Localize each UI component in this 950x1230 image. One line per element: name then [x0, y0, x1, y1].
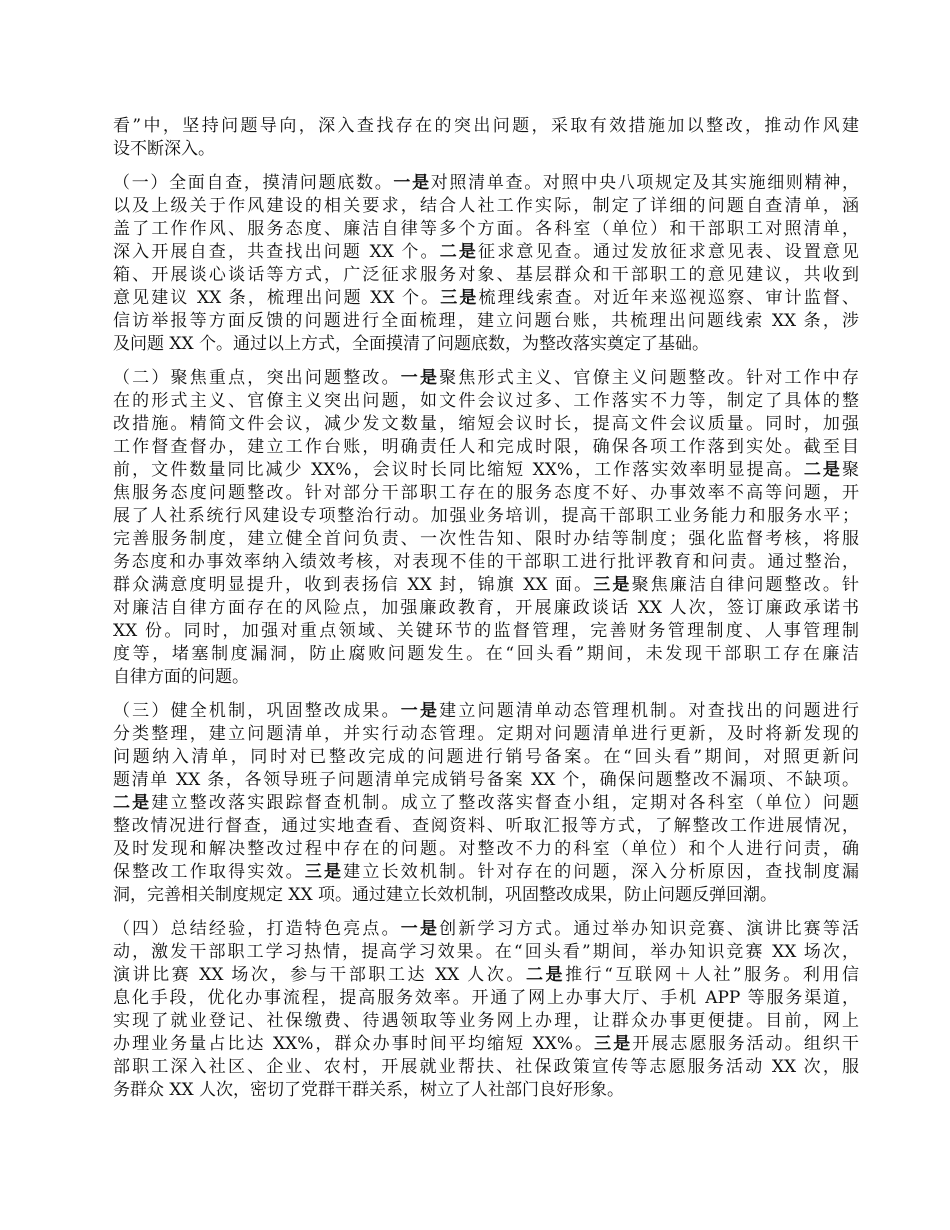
text-segment: 在的形式主义、官僚主义突出问题，如文件会议过多、工作落实不力等，制定了具体的整	[113, 391, 859, 411]
bold-keyword: 二是	[439, 242, 479, 262]
text-line	[113, 367, 859, 390]
text-segment: 设不断深入。	[113, 139, 215, 159]
text-line	[113, 666, 859, 689]
paragraph	[113, 918, 859, 1102]
text-segment: 意见建议 XX 条，梳理出问题 XX 个。	[113, 288, 441, 308]
text-line	[113, 333, 859, 356]
text-segment: 群众满意度明显提升，收到表扬信 XX 封，锦旗 XX 面。	[113, 575, 594, 595]
text-segment: 前，文件数量同比减少 XX%，会议时长同比缩短 XX%，工作落实效率明显提高。	[113, 460, 804, 480]
text-line	[113, 700, 859, 723]
text-line	[113, 861, 859, 884]
text-segment: 息化手段，优化办事流程，提高服务效率。开通了网上办事大厅、手机 APP 等服务渠道，	[113, 988, 859, 1008]
text-segment: 动，激发干部职工学习热情，提高学习效果。在“回头看”期间，举办知识竞赛 XX 场次，	[113, 942, 859, 962]
text-segment: 聚焦廉洁自律问题整改。针	[631, 575, 860, 595]
bold-keyword: 三是	[593, 575, 632, 595]
text-line	[113, 620, 859, 643]
text-segment: 问题纳入清单，同时对已整改完成的问题进行销号备案。在“回头看”期间，对照更新问	[113, 747, 859, 767]
bold-keyword: 三是	[304, 862, 344, 882]
text-line	[113, 1033, 859, 1056]
text-line	[113, 838, 859, 861]
text-segment: 办理业务量占比达 XX%，群众办事时间平均缩短 XX%。	[113, 1034, 595, 1054]
text-segment: 自律方面的问题。	[113, 667, 249, 687]
text-segment: 完善服务制度，建立健全首问负责、一次性告知、限时办结等制度；强化监督考核，将服	[113, 529, 859, 549]
text-line	[113, 436, 859, 459]
bold-keyword: 二是	[525, 965, 566, 985]
text-segment: （三）健全机制，巩固整改成果。	[113, 701, 401, 721]
text-line	[113, 769, 859, 792]
bold-keyword: 一是	[400, 368, 440, 388]
text-segment: 务态度和办事效率纳入绩效考核，对表现不佳的干部职工进行批评教育和问责。通过整治，	[113, 552, 859, 572]
text-line	[113, 964, 859, 987]
text-segment: 推行“互联网＋人社”服务。利用信	[565, 965, 859, 985]
text-line	[113, 884, 859, 907]
bold-keyword: 一是	[400, 919, 440, 939]
text-segment: 改措施。精简文件会议，减少发文数量，缩短会议时长，提高文件会议质量。同时，加强	[113, 414, 859, 434]
text-segment: 实现了就业登记、社保缴费、待遇领取等业务网上办理，让群众办事更便捷。目前，网上	[113, 1011, 859, 1031]
text-line	[113, 551, 859, 574]
text-line	[113, 172, 859, 195]
text-segment: 建立长效机制。针对存在的问题，深入分析原因，查找制度漏	[343, 862, 860, 882]
text-segment: 对廉洁自律方面存在的风险点，加强廉政教育，开展廉政谈话 XX 人次，签订廉政承诺书	[113, 598, 859, 618]
text-segment: 梳理线索查。对近年来巡视巡察、审计监督、	[478, 288, 859, 308]
text-line	[113, 390, 859, 413]
text-segment: 洞，完善相关制度规定 XX 项。通过建立长效机制，巩固整改成果，防止问题反弹回潮。	[113, 885, 778, 905]
text-segment: 题清单 XX 条，各领导班子问题清单完成销号备案 XX 个，确保问题整改不漏项、不缺项。	[113, 770, 859, 790]
text-line	[113, 723, 859, 746]
text-line	[113, 505, 859, 528]
paragraph	[113, 367, 859, 689]
text-line	[113, 218, 859, 241]
bold-keyword: 一是	[393, 173, 431, 193]
text-segment: 盖了工作作风、服务态度、廉洁自律等多个方面。各科室（单位）和干部职工对照清单，	[113, 219, 859, 239]
text-line	[113, 792, 859, 815]
text-segment: 演讲比赛 XX 场次，参与干部职工达 XX 人次。	[113, 965, 526, 985]
paragraph	[113, 115, 859, 161]
bold-keyword: 二是	[803, 460, 842, 480]
text-segment: 对照清单查。对照中央八项规定及其实施细则精神，	[430, 173, 860, 193]
text-segment: 征求意见查。通过发放征求意见表、设置意见	[478, 242, 860, 262]
text-segment: 分类整理，建立问题清单，并实行动态管理。定期对问题清单进行更新，及时将新发现的	[113, 724, 859, 744]
text-line	[113, 264, 859, 287]
text-line	[113, 310, 859, 333]
text-line	[113, 1079, 859, 1102]
text-line	[113, 138, 859, 161]
bold-keyword: 三是	[594, 1034, 633, 1054]
text-segment: 聚	[842, 460, 859, 480]
text-line	[113, 941, 859, 964]
bold-keyword: 三是	[440, 288, 479, 308]
text-segment: 保整改工作取得实效。	[113, 862, 305, 882]
text-segment: XX 份。同时，加强对重点领域、关键环节的监督管理，完善财务管理制度、人事管理制	[113, 621, 859, 641]
text-line	[113, 482, 859, 505]
text-segment: 建立整改落实跟踪督查机制。成立了整改落实督查小组，定期对各科室（单位）问题	[151, 793, 860, 813]
text-line	[113, 746, 859, 769]
text-segment: 开展志愿服务活动。组织干	[632, 1034, 859, 1054]
bold-keyword: 一是	[400, 701, 440, 721]
text-line	[113, 987, 859, 1010]
text-line	[113, 413, 859, 436]
paragraph	[113, 172, 859, 356]
text-segment: 信访举报等方面反馈的问题进行全面梳理，建立问题台账，共梳理出问题线索 XX 条，涉	[113, 311, 859, 331]
text-segment: （四）总结经验，打造特色亮点。	[113, 919, 401, 939]
text-segment: 聚焦形式主义、官僚主义问题整改。针对工作中存	[439, 368, 860, 388]
text-line	[113, 287, 859, 310]
text-line	[113, 597, 859, 620]
text-line	[113, 574, 859, 597]
text-segment: 展了人社系统行风建设专项整治行动。加强业务培训，提高干部职工业务能力和服务水平；	[113, 506, 859, 526]
text-segment: （一）全面自查，摸清问题底数。	[113, 173, 394, 193]
text-line	[113, 528, 859, 551]
text-segment: 以及上级关于作风建设的相关要求，结合人社工作实际，制定了详细的问题自查清单，涵	[113, 196, 859, 216]
text-segment: 度等，堵塞制度漏洞，防止腐败问题发生。在“回头看”期间，未发现干部职工存在廉洁	[113, 644, 859, 664]
text-segment: 焦服务态度问题整改。针对部分干部职工存在的服务态度不好、办事效率不高等问题，开	[113, 483, 859, 503]
text-line	[113, 815, 859, 838]
text-segment: 建立问题清单动态管理机制。对查找出的问题进行	[439, 701, 860, 721]
text-line	[113, 195, 859, 218]
text-segment: （二）聚焦重点，突出问题整改。	[113, 368, 401, 388]
text-segment: 箱、开展谈心谈话等方式，广泛征求服务对象、基层群众和干部职工的意见建议，共收到	[113, 265, 859, 285]
text-line	[113, 1056, 859, 1079]
text-line	[113, 918, 859, 941]
text-segment: 工作督查督办，建立工作台账，明确责任人和完成时限，确保各项工作落到实处。截至目	[113, 437, 859, 457]
text-segment: 务群众 XX 人次，密切了党群干群关系，树立了人社部门良好形象。	[113, 1080, 625, 1100]
document-body	[113, 115, 859, 1113]
text-line	[113, 1010, 859, 1033]
text-segment: 及问题 XX 个。通过以上方式，全面摸清了问题底数，为整改落实奠定了基础。	[113, 334, 710, 354]
text-segment: 及时发现和解决整改过程中存在的问题。对整改不力的科室（单位）和个人进行问责，确	[113, 839, 859, 859]
text-line	[113, 459, 859, 482]
text-line	[113, 241, 859, 264]
text-line	[113, 643, 859, 666]
paragraph	[113, 700, 859, 907]
text-segment: 看”中，坚持问题导向，深入查找存在的突出问题，采取有效措施加以整改，推动作风建	[113, 116, 859, 136]
text-segment: 创新学习方式。通过举办知识竞赛、演讲比赛等活	[439, 919, 860, 939]
text-segment: 深入开展自查，共查找出问题 XX 个。	[113, 242, 440, 262]
text-line	[113, 115, 859, 138]
text-segment: 整改情况进行督查，通过实地查看、查阅资料、听取汇报等方式，了解整改工作进展情况，	[113, 816, 859, 836]
text-segment: 部职工深入社区、企业、农村，开展就业帮扶、社保政策宣传等志愿服务活动 XX 次，服	[113, 1057, 859, 1077]
bold-keyword: 二是	[113, 793, 152, 813]
